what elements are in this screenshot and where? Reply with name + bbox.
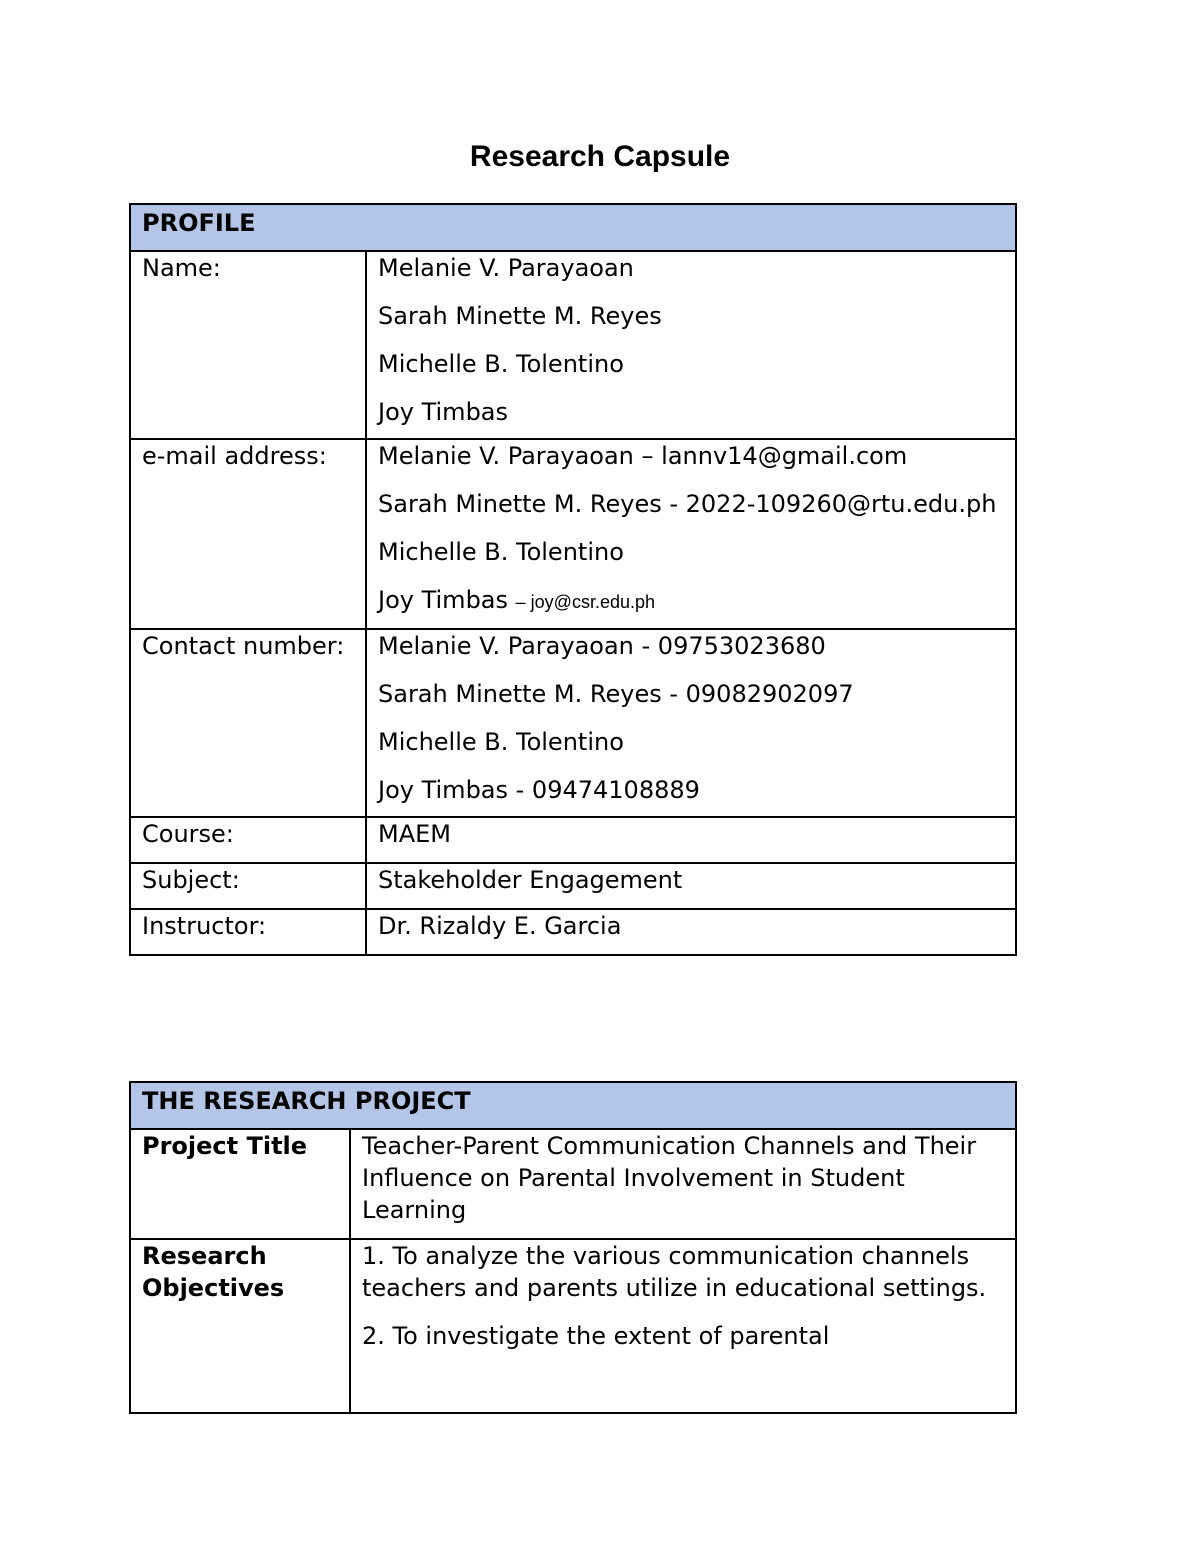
- contact-values: [366, 629, 1016, 817]
- name-item: Melanie V. Parayaoan: [378, 254, 634, 282]
- name-label: Name:: [130, 251, 366, 439]
- research-table: [129, 1081, 1017, 1414]
- document-title: Research Capsule: [469, 140, 731, 173]
- subject-label: Subject:: [130, 863, 366, 909]
- contact-row: [130, 629, 1016, 817]
- contact-label: Contact number:: [130, 629, 366, 817]
- objectives-row: [130, 1239, 1016, 1413]
- project-title-value: Teacher-Parent Communication Channels and Their Influence on Parental Involvement in Student Learning: [350, 1129, 1016, 1239]
- email-item-address: – joy@csr.edu.ph: [515, 592, 656, 612]
- email-item: Michelle B. Tolentino: [378, 538, 624, 566]
- research-header-row: [130, 1082, 1016, 1129]
- email-row: [130, 439, 1016, 629]
- email-item: Melanie V. Parayaoan – lannv14@gmail.com: [378, 442, 908, 470]
- subject-row: [130, 863, 1016, 909]
- email-item: [378, 584, 1005, 618]
- contact-item: Michelle B. Tolentino: [378, 728, 624, 756]
- subject-value: Stakeholder Engagement: [366, 863, 1016, 909]
- instructor-row: [130, 909, 1016, 955]
- profile-header-row: [130, 204, 1016, 251]
- contact-item: Joy Timbas - 09474108889: [378, 776, 700, 804]
- name-row: [130, 251, 1016, 439]
- objective-item: 1. To analyze the various communication channels teachers and parents utilize in educational settings.: [362, 1242, 987, 1302]
- contact-item: Melanie V. Parayaoan - 09753023680: [378, 632, 826, 660]
- contact-item: Sarah Minette M. Reyes - 09082902097: [378, 680, 854, 708]
- objectives-values: [350, 1239, 1016, 1413]
- course-value: MAEM: [366, 817, 1016, 863]
- objectives-label: Research Objectives: [130, 1239, 350, 1413]
- profile-table: [129, 203, 1017, 956]
- name-item: Sarah Minette M. Reyes: [378, 302, 662, 330]
- email-item: Sarah Minette M. Reyes - 2022-109260@rtu.edu.ph: [378, 490, 997, 518]
- profile-header: PROFILE: [130, 204, 1016, 251]
- course-row: [130, 817, 1016, 863]
- course-label: Course:: [130, 817, 366, 863]
- name-item: Michelle B. Tolentino: [378, 350, 624, 378]
- name-item: Joy Timbas: [378, 398, 509, 426]
- email-label: e-mail address:: [130, 439, 366, 629]
- email-values: [366, 439, 1016, 629]
- instructor-label: Instructor:: [130, 909, 366, 955]
- research-header: THE RESEARCH PROJECT: [130, 1082, 1016, 1129]
- objective-item: 2. To investigate the extent of parental: [362, 1322, 830, 1350]
- name-values: [366, 251, 1016, 439]
- instructor-value: Dr. Rizaldy E. Garcia: [366, 909, 1016, 955]
- email-item-name: Joy Timbas: [378, 586, 509, 614]
- project-title-label: Project Title: [130, 1129, 350, 1239]
- project-title-row: [130, 1129, 1016, 1239]
